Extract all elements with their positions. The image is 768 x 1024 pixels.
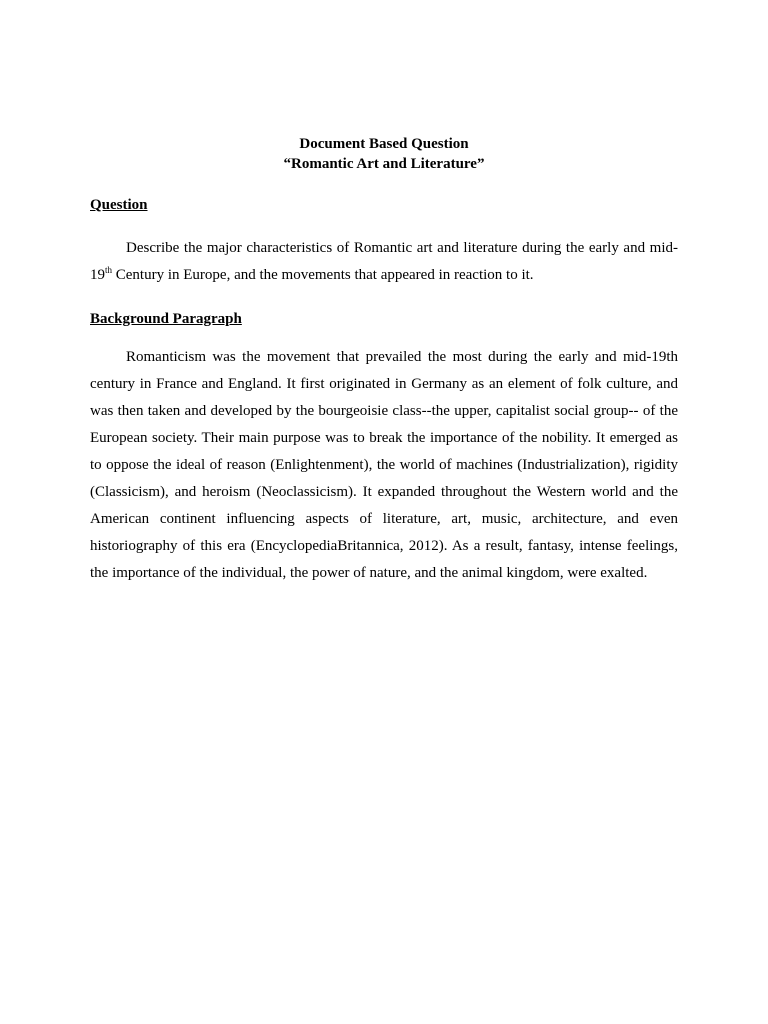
question-paragraph [90,235,678,289]
question-heading: Question [90,197,148,213]
background-text: Romanticism was the movement that prevailed the most during the early and mid-19th century in France and England. It first originated in Germany as an element of folk culture, and was then taken and developed by the bourgeoisie class--the upper, capitalist social group-- of the European society. Their main purpose was to break the importance of the nobility. It emerged as to oppose the ideal of reason (Enlightenment), the world of machines (Industrialization), rigidity (Classicism), and heroism (Neoclassicism). It expanded throughout the Western world and the American continent influencing aspects of literature, art, music, architecture, and even historiography of this era (EncyclopediaBritannica, 2012). As a result, fantasy, intense feelings, the importance of the individual, the power of nature, and the animal kingdom, were exalted. [90,349,678,581]
title-line-2: “Romantic Art and Literature” [283,156,485,172]
question-text-part2: Century in Europe, and the movements that appeared in reaction to it. [112,267,534,283]
question-text-part1: Describe the major characteristics of Romantic art and literature during the early and mid-19 [90,240,678,283]
question-text-superscript: th [105,265,113,275]
document-title [0,134,768,174]
background-paragraph [90,344,678,587]
title-line-1: Document Based Question [299,136,469,152]
background-heading: Background Paragraph [90,311,242,327]
